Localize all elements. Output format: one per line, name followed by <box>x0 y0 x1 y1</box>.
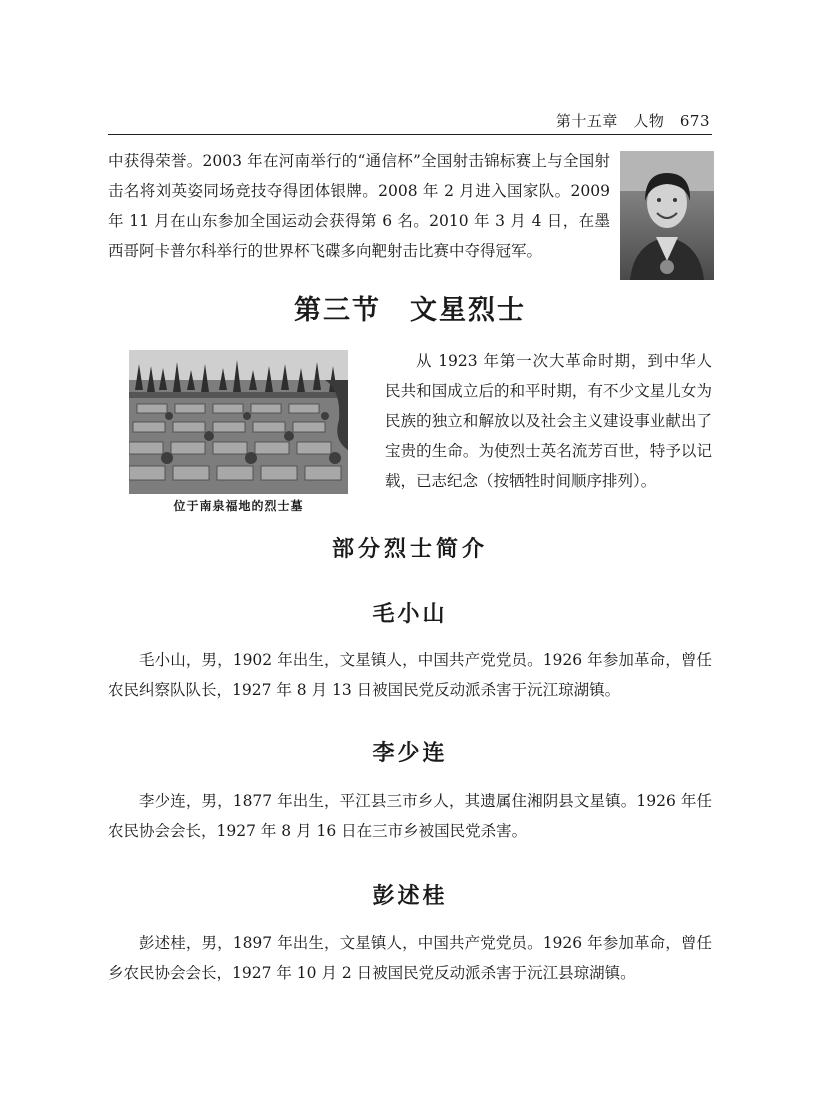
martyr-bio-li-shaolian: 李少连，男，1877 年出生，平江县三市乡人，其遗属住湘阴县文星镇。1926 年任农民协会会长，1927 年 8 月 16 日在三市乡被国民党杀害。 <box>108 792 712 840</box>
intro-paragraph: 从 1923 年第一次大革命时期，到中华人民共和国成立后的和平时期，有不少文星儿女为民族的独立和解放以及社会主义建设事业献出了宝贵的生命。为使烈士英名流芳百世，特予以记载，已志纪念（按牺牲时间顺序排列）。 <box>385 352 712 490</box>
page-header: 第十五章 人物 673 <box>555 112 710 130</box>
martyr-bio-mao-xiaoshan: 毛小山，男，1902 年出生，文星镇人，中国共产党党员。1926 年参加革命，曾任农民纠察队队长，1927 年 8 月 13 日被国民党反动派杀害于沅江琼湖镇。 <box>108 651 712 699</box>
photo-caption: 位于南泉福地的烈士墓 <box>173 499 304 513</box>
martyr-name-li-shaolian: 李少连 <box>372 741 448 766</box>
martyr-name-mao-xiaoshan: 毛小山 <box>372 602 448 627</box>
cemetery-photo <box>129 350 348 494</box>
martyr-bio-peng-shugui: 彭述桂，男，1897 年出生，文星镇人，中国共产党党员。1926 年参加革命，曾任乡农民协会会长，1927 年 10 月 2 日被国民党反动派杀害于沅江县琼湖镇。 <box>108 934 712 982</box>
athlete-portrait-photo <box>620 151 714 280</box>
header-divider <box>108 134 712 135</box>
subsection-title: 部分烈士简介 <box>331 537 488 562</box>
section-title: 第三节 文星烈士 <box>294 295 526 326</box>
martyr-name-peng-shugui: 彭述桂 <box>372 884 448 909</box>
continued-paragraph: 中获得荣誉。2003 年在河南举行的“通信杯”全国射击锦标赛上与全国射击名将刘英姿同场竞技夺得团体银牌。2008 年 2 月进入国家队。2009 年 11 月在山东参加全国运动会获得第 6 名。2010 年 3 月 4 日，在墨西哥阿卡普尔科举行的世界杯飞碟多向靶射击比赛中夺得冠军。 <box>108 152 610 260</box>
